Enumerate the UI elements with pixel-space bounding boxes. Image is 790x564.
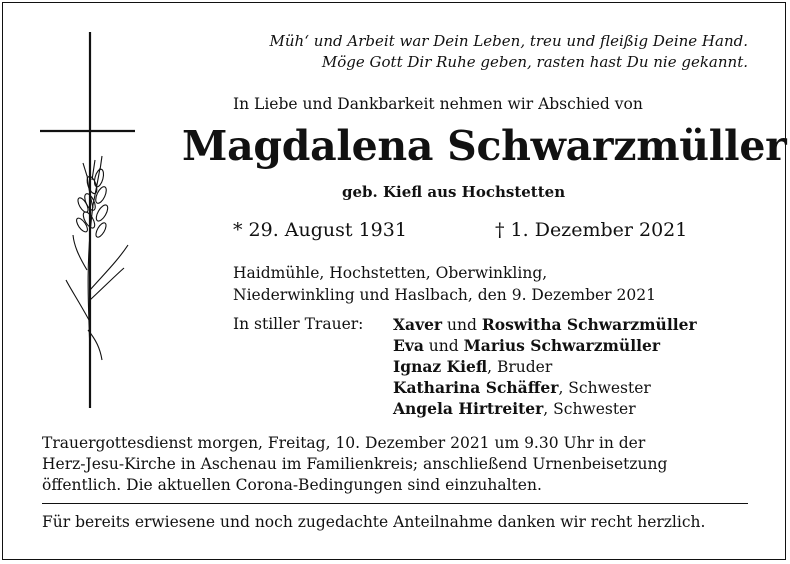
cross-icon [38, 30, 138, 410]
service-line-1: Trauergottesdienst morgen, Freitag, 10. Dezember 2021 um 9.30 Uhr in der [42, 434, 646, 452]
verse-line-1: Müh‘ und Arbeit war Dein Leben, treu und fleißig Deine Hand. [269, 32, 748, 50]
mourner-item: Katharina Schäffer, Schwester [393, 378, 651, 397]
service-line-2: Herz-Jesu-Kirche in Aschenau im Familienkreis; anschließend Urnenbeisetzung [42, 455, 668, 473]
wheat-icon [66, 156, 128, 360]
mourner-item: Angela Hirtreiter, Schwester [393, 399, 636, 418]
place-line-2: Niederwinkling und Haslbach, den 9. Dezember 2021 [233, 286, 656, 304]
maiden-name: geb. Kiefl aus Hochstetten [342, 183, 566, 201]
thanks-text: Für bereits erwiesene und noch zugedachte Anteilnahme danken wir recht herzlich. [42, 513, 706, 531]
verse-line-2: Möge Gott Dir Ruhe geben, rasten hast Du nie gekannt. [321, 53, 748, 71]
divider [42, 503, 748, 504]
deceased-name: Magdalena Schwarzmüller [182, 122, 787, 170]
service-line-3: öffentlich. Die aktuellen Corona-Bedingungen sind einzuhalten. [42, 476, 542, 494]
intro-text: In Liebe und Dankbarkeit nehmen wir Abschied von [233, 95, 643, 113]
place-line-1: Haidmühle, Hochstetten, Oberwinkling, [233, 264, 548, 282]
mourner-item: Xaver und Roswitha Schwarzmüller [393, 315, 697, 334]
mourner-item: Ignaz Kiefl, Bruder [393, 357, 553, 376]
mourner-item: Eva und Marius Schwarzmüller [393, 336, 661, 355]
mourners-label: In stiller Trauer: [233, 315, 364, 333]
death-date: † 1. Dezember 2021 [495, 219, 688, 241]
birth-date: * 29. August 1931 [233, 219, 407, 241]
